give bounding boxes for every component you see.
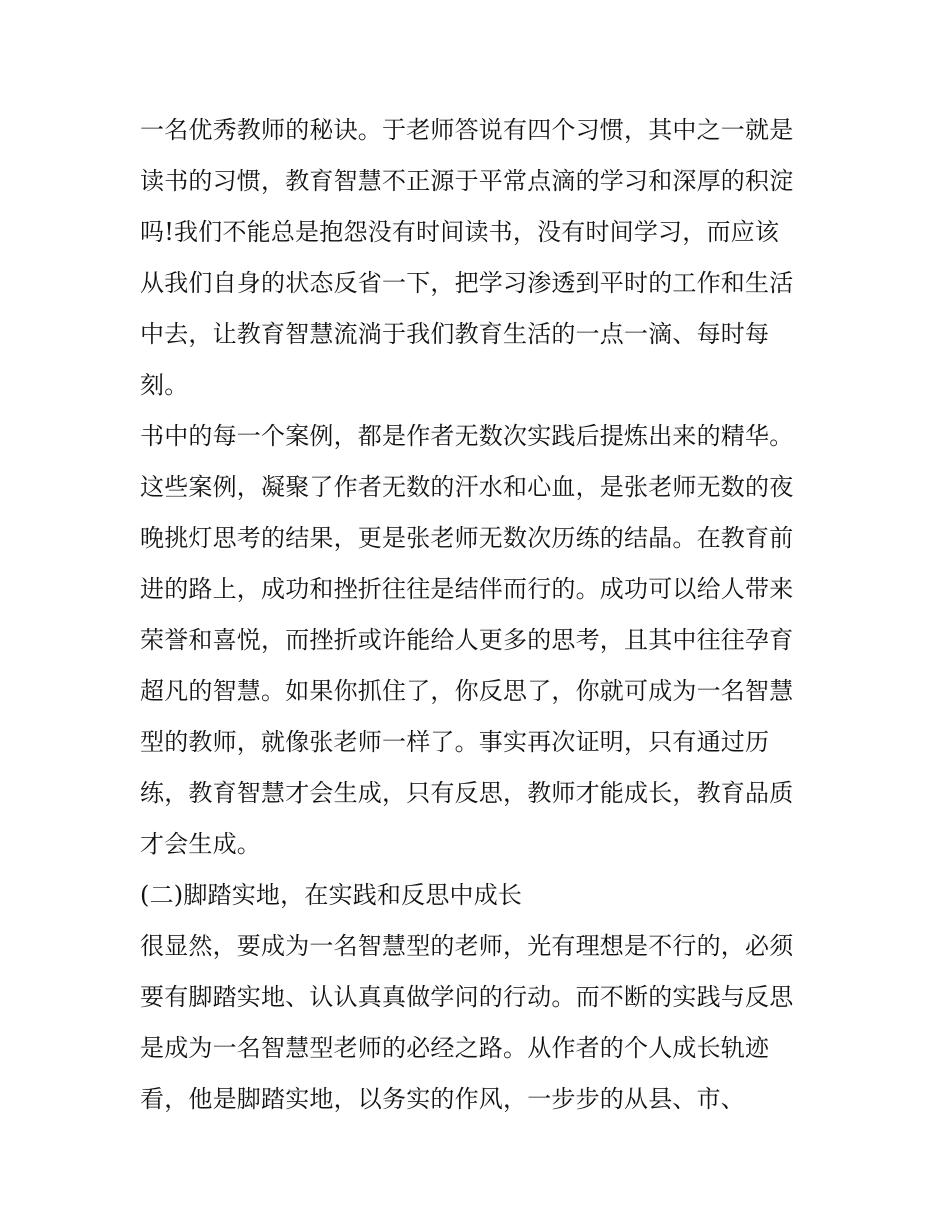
- text-line: 刻。: [140, 371, 189, 399]
- document-body: [140, 105, 820, 1125]
- text-line: 才会生成。: [140, 830, 261, 858]
- text-line: 这些案例，凝聚了作者无数的汗水和心血，是张老师无数的夜: [140, 473, 794, 501]
- text-line: 吗!我们不能总是抱怨没有时间读书，没有时间学习，而应该: [140, 218, 780, 246]
- text-line: 中去，让教育智慧流淌于我们教育生活的一点一滴、每时每: [140, 320, 770, 348]
- text-line: 练，教育智慧才会生成，只有反思，教师才能成长，教育品质: [140, 779, 794, 807]
- text-line: 晚挑灯思考的结果，更是张老师无数次历练的结晶。在教育前: [140, 524, 794, 552]
- text-line: 超凡的智慧。如果你抓住了，你反思了，你就可成为一名智慧: [140, 677, 794, 705]
- text-line: 看，他是脚踏实地，以务实的作风，一步步的从县、市、: [140, 1085, 745, 1113]
- section-heading: (二)脚踏实地，在实践和反思中成长: [140, 881, 523, 909]
- text-line: 很显然，要成为一名智慧型的老师，光有理想是不行的，必须: [140, 932, 794, 960]
- text-line: 进的路上，成功和挫折往往是结伴而行的。成功可以给人带来: [140, 575, 794, 603]
- text-line: 一名优秀教师的秘诀。于老师答说有四个习惯，其中之一就是: [140, 116, 794, 144]
- text-line: 荣誉和喜悦，而挫折或许能给人更多的思考，且其中往往孕育: [140, 626, 794, 654]
- text-line: 从我们自身的状态反省一下，把学习渗透到平时的工作和生活: [140, 269, 794, 297]
- text-line: 要有脚踏实地、认认真真做学问的行动。而不断的实践与反思: [140, 983, 794, 1011]
- text-line: 读书的习惯，教育智慧不正源于平常点滴的学习和深厚的积淀: [140, 167, 794, 195]
- text-line: 是成为一名智慧型老师的必经之路。从作者的个人成长轨迹: [140, 1034, 770, 1062]
- text-line: 型的教师，就像张老师一样了。事实再次证明，只有通过历: [140, 728, 770, 756]
- text-line: 书中的每一个案例，都是作者无数次实践后提炼出来的精华。: [140, 422, 794, 450]
